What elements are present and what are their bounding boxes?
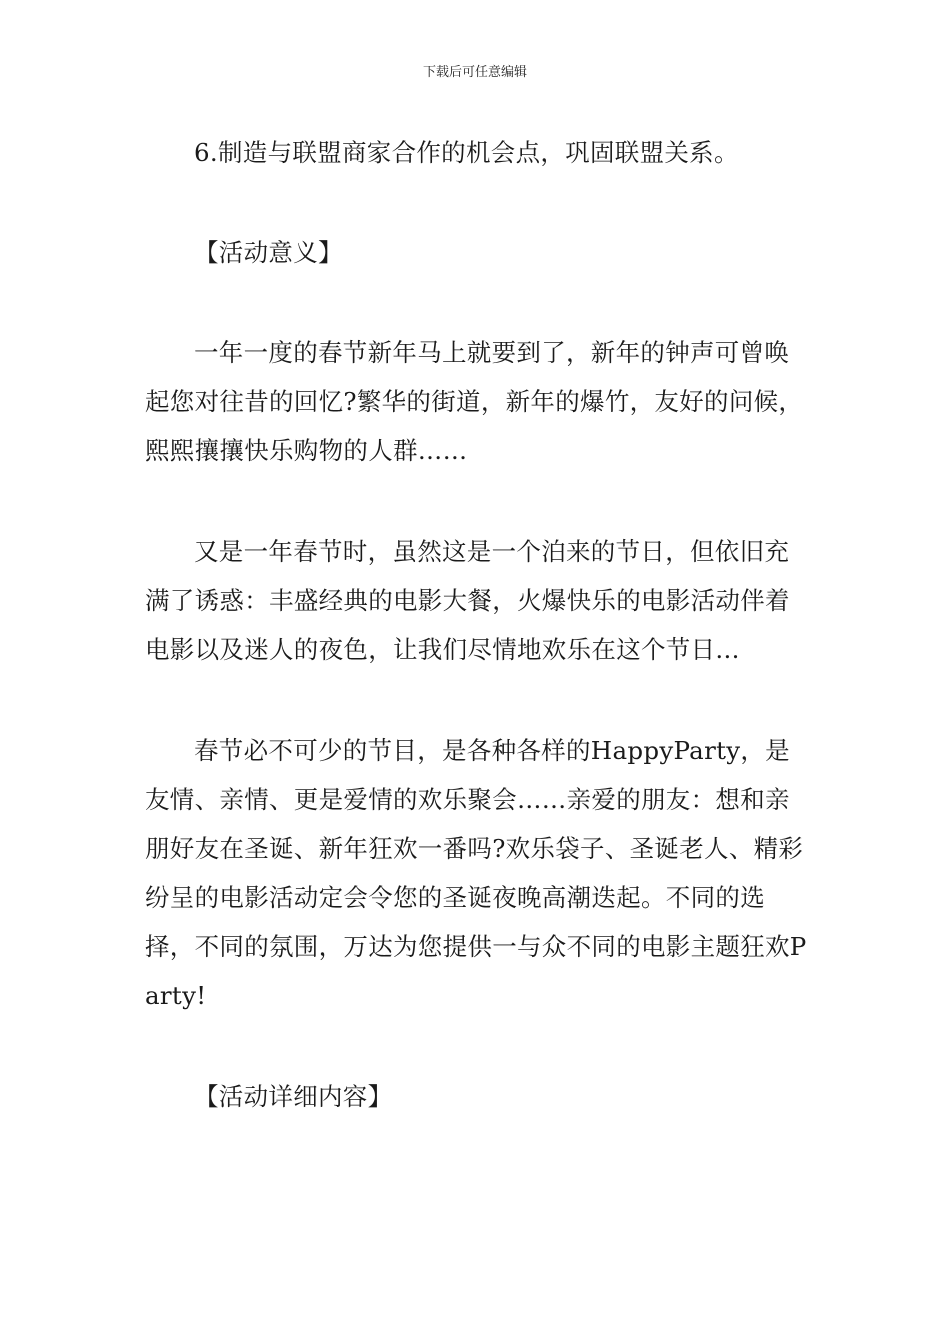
section-heading-meaning: 【活动意义】 — [194, 238, 343, 267]
document-body — [145, 128, 809, 1121]
paragraph-spring-festival: 又是一年春节时，虽然这是一个泊来的节日，但依旧充满了诱惑：丰盛经典的电影大餐，火爆快乐的电影活动伴着电影以及迷人的夜色，让我们尽情地欢乐在这个节日... — [145, 537, 790, 664]
paragraph-happy-party: 春节必不可少的节目，是各种各样的HappyParty，是友情、亲情、更是爱情的欢乐聚会……亲爱的朋友：想和亲朋好友在圣诞、新年狂欢一番吗?欢乐袋子、圣诞老人、精彩纷呈的电影活动定会令您的圣诞夜晚高潮迭起。不同的选择，不同的氛围，万达为您提供一与众不同的电影主题狂欢Party! — [145, 736, 807, 1010]
header-note: 下载后可任意编辑 — [422, 65, 527, 80]
list-item-6: 6.制造与联盟商家合作的机会点，巩固联盟关系。 — [194, 138, 739, 167]
section-heading-details: 【活动详细内容】 — [194, 1082, 393, 1111]
paragraph-new-year: 一年一度的春节新年马上就要到了，新年的钟声可曾唤起您对往昔的回忆?繁华的街道，新年的爆竹，友好的问候，熙熙攘攘快乐购物的人群…… — [145, 338, 804, 465]
